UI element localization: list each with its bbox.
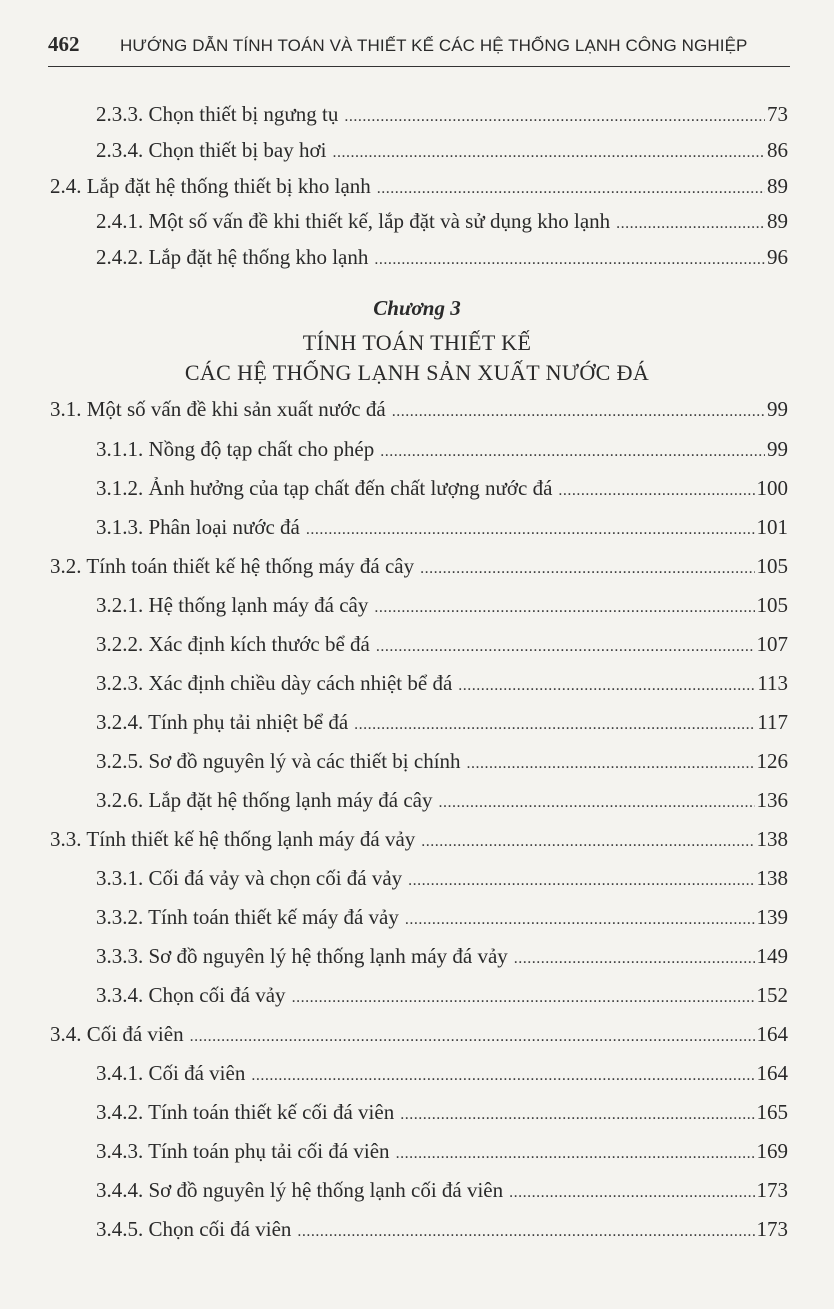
toc-leader-dots	[190, 1028, 755, 1046]
toc-entry-page: 169	[756, 1139, 788, 1163]
page-header	[48, 32, 790, 67]
toc-entry-page: 165	[756, 1100, 788, 1124]
toc-entry-page: 138	[756, 827, 788, 851]
toc-entry	[96, 593, 788, 621]
toc-leader-dots	[354, 716, 755, 734]
toc-entry-label: 3.4.5. Chọn cối đá viên	[96, 1217, 292, 1241]
toc-entry-label: 3.1. Một số vấn đề khi sản xuất nước đá	[50, 397, 386, 421]
toc-entry-label: 3.2.5. Sơ đồ nguyên lý và các thiết bị chính	[96, 749, 461, 773]
toc-leader-dots	[408, 872, 754, 890]
toc-leader-dots	[421, 833, 754, 851]
toc-section	[50, 397, 788, 425]
toc-leader-dots	[396, 1145, 755, 1163]
toc-leader-dots	[467, 755, 755, 773]
toc-leader-dots	[292, 989, 755, 1007]
toc-entry-label: 3.4.3. Tính toán phụ tải cối đá viên	[96, 1139, 390, 1163]
toc-entry-page: 86	[767, 138, 788, 162]
toc-entry-label: 3.4.4. Sơ đồ nguyên lý hệ thống lạnh cối đá viên	[96, 1178, 504, 1202]
toc-entry	[96, 983, 788, 1011]
toc-entry-label: 2.3.3. Chọn thiết bị ngưng tụ	[96, 102, 339, 126]
toc-entry-label: 3.2.4. Tính phụ tải nhiệt bể đá	[96, 710, 349, 734]
toc-entry-page: 99	[767, 437, 788, 461]
toc-entry	[96, 905, 788, 933]
toc-entry	[96, 102, 788, 130]
toc-entry	[96, 632, 788, 660]
toc-entry-page: 101	[756, 515, 788, 539]
chapter-title-line-1: TÍNH TOÁN THIẾT KẾ	[302, 330, 532, 355]
toc-entry	[96, 710, 788, 738]
toc-leader-dots	[306, 521, 755, 539]
toc-leader-dots	[558, 482, 754, 500]
toc-entry	[96, 476, 788, 504]
toc-leader-dots	[458, 677, 755, 695]
toc-entry-label: 3.2.2. Xác định kích thước bể đá	[96, 632, 370, 656]
toc-entry	[96, 944, 788, 972]
toc-section	[50, 1022, 788, 1050]
toc-leader-dots	[251, 1067, 754, 1085]
toc-entry-label: 3.4.1. Cối đá viên	[96, 1061, 246, 1085]
toc-entry	[96, 671, 788, 699]
toc-entry	[96, 1100, 788, 1128]
chapter-label: Chương 3	[373, 296, 461, 320]
toc-entry-page: 113	[757, 671, 788, 695]
toc-entry-page: 149	[756, 944, 788, 968]
toc-entry	[96, 209, 788, 237]
toc-entry-label: 3.3.2. Tính toán thiết kế máy đá vảy	[96, 905, 399, 929]
toc-leader-dots	[374, 599, 754, 617]
toc-leader-dots	[438, 794, 754, 812]
toc-leader-dots	[297, 1223, 754, 1241]
toc-entry-page: 138	[756, 866, 788, 890]
toc-entry-label: 2.4. Lắp đặt hệ thống thiết bị kho lạnh	[50, 174, 371, 198]
toc-entry-label: 2.4.1. Một số vấn đề khi thiết kế, lắp đặt và sử dụng kho lạnh	[96, 209, 611, 233]
toc-entry	[96, 245, 788, 273]
toc-entry-page: 173	[756, 1178, 788, 1202]
toc-entry-page: 152	[756, 983, 788, 1007]
toc-entry-label: 3.1.2. Ảnh hưởng của tạp chất đến chất lượng nước đá	[96, 476, 553, 500]
toc-entry-label: 3.2.1. Hệ thống lạnh máy đá cây	[96, 593, 369, 617]
toc-entry-page: 164	[756, 1022, 788, 1046]
toc-entry	[96, 1139, 788, 1167]
toc-entry-page: 173	[756, 1217, 788, 1241]
toc-entry	[96, 1061, 788, 1089]
toc-entry-label: 3.2. Tính toán thiết kế hệ thống máy đá cây	[50, 554, 415, 578]
toc-entry	[96, 515, 788, 543]
toc-entry-label: 3.4.2. Tính toán thiết kế cối đá viên	[96, 1100, 395, 1124]
toc-entry-page: 96	[767, 245, 788, 269]
toc-leader-dots	[400, 1106, 754, 1124]
toc-entry-label: 2.3.4. Chọn thiết bị bay hơi	[96, 138, 327, 162]
toc-entry-page: 89	[767, 209, 788, 233]
toc-leader-dots	[374, 251, 765, 269]
toc-leader-dots	[514, 950, 755, 968]
toc-entry-label: 3.1.1. Nồng độ tạp chất cho phép	[96, 437, 375, 461]
toc-entry-label: 3.3.4. Chọn cối đá vảy	[96, 983, 286, 1007]
toc-section	[50, 827, 788, 855]
toc-entry-page: 117	[757, 710, 788, 734]
toc-entry-page: 105	[756, 554, 788, 578]
toc-leader-dots	[420, 560, 754, 578]
toc-entry-page: 126	[756, 749, 788, 773]
toc-entry	[96, 866, 788, 894]
toc-entry-page: 139	[756, 905, 788, 929]
toc-entry-label: 3.3.1. Cối đá vảy và chọn cối đá vảy	[96, 866, 403, 890]
toc-entry	[96, 1178, 788, 1206]
toc-entry-label: 3.4. Cối đá viên	[50, 1022, 184, 1046]
toc-leader-dots	[380, 443, 765, 461]
toc-entry	[96, 788, 788, 816]
toc-entry-page: 107	[756, 632, 788, 656]
toc-entry-label: 3.1.3. Phân loại nước đá	[96, 515, 300, 539]
toc-entry-page: 164	[756, 1061, 788, 1085]
toc-entry-page: 136	[756, 788, 788, 812]
toc-entry-label: 3.3. Tính thiết kế hệ thống lạnh máy đá vảy	[50, 827, 416, 851]
toc-leader-dots	[332, 144, 765, 162]
toc-section	[50, 554, 788, 582]
toc-leader-dots	[509, 1184, 754, 1202]
running-title: HƯỚNG DẪN TÍNH TOÁN VÀ THIẾT KẾ CÁC HỆ THỐNG LẠNH CÔNG NGHIỆP	[120, 36, 748, 55]
toc-entry-page: 105	[756, 593, 788, 617]
page-number: 462	[48, 32, 80, 56]
toc-entry	[96, 1217, 788, 1245]
toc-entry-page: 89	[767, 174, 788, 198]
toc-leader-dots	[376, 638, 755, 656]
toc-leader-dots	[392, 403, 765, 421]
toc-entry	[50, 174, 788, 202]
toc-entry	[96, 437, 788, 465]
toc-entry-page: 100	[756, 476, 788, 500]
toc-entry-label: 2.4.2. Lắp đặt hệ thống kho lạnh	[96, 245, 369, 269]
toc-entry	[96, 138, 788, 166]
toc-leader-dots	[344, 108, 765, 126]
toc-entry-page: 73	[767, 102, 788, 126]
toc-leader-dots	[405, 911, 755, 929]
chapter-title-line-2: CÁC HỆ THỐNG LẠNH SẢN XUẤT NƯỚC ĐÁ	[184, 360, 650, 385]
toc-entry	[96, 749, 788, 777]
toc-entry-label: 3.2.6. Lắp đặt hệ thống lạnh máy đá cây	[96, 788, 433, 812]
toc-leader-dots	[377, 180, 765, 198]
toc-leader-dots	[616, 215, 765, 233]
toc-entry-label: 3.2.3. Xác định chiều dày cách nhiệt bể đá	[96, 671, 453, 695]
toc-entry-page: 99	[767, 397, 788, 421]
toc-entry-label: 3.3.3. Sơ đồ nguyên lý hệ thống lạnh máy đá vảy	[96, 944, 508, 968]
